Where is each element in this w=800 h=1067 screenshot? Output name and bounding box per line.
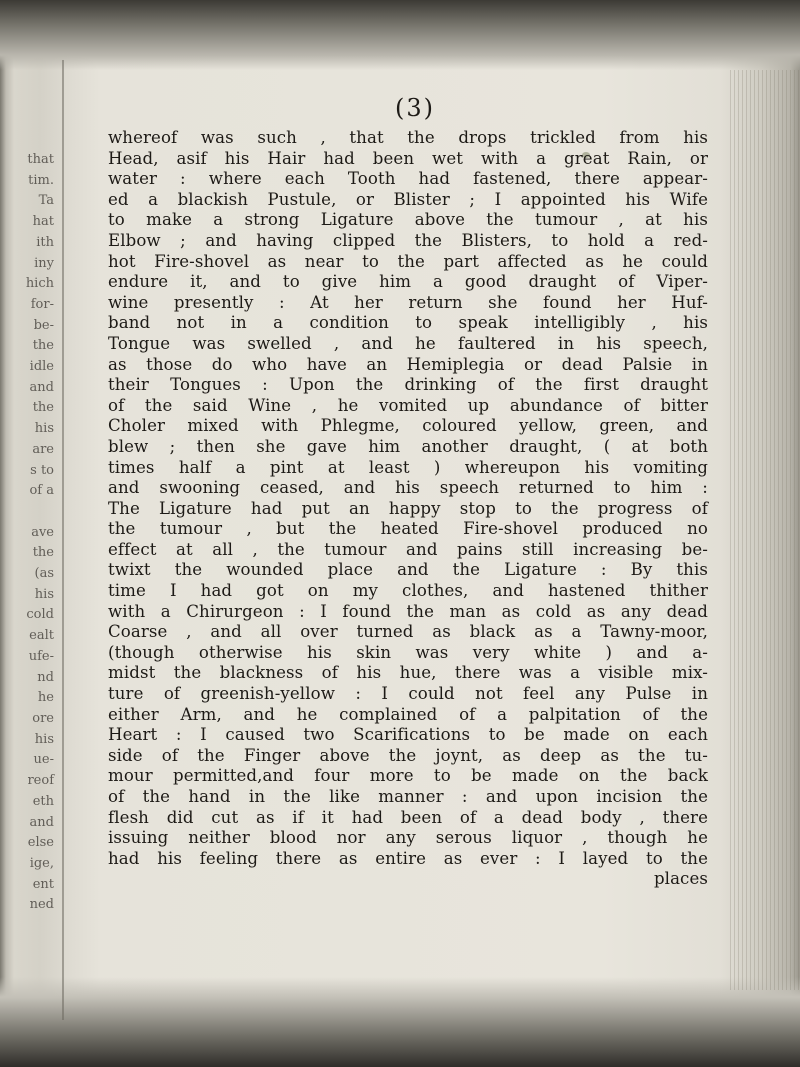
facing-page-fragment: eth xyxy=(32,793,54,809)
text-line: time I had got on my clothes, and hastened thither xyxy=(108,581,708,601)
facing-page-fragment: ealt xyxy=(29,628,54,644)
text-line: water : where each Tooth had fastened, there appear- xyxy=(108,169,708,189)
facing-page-fragment: iny xyxy=(34,255,54,271)
text-line: twixt the wounded place and the Ligature : By this xyxy=(108,560,708,580)
facing-page-fragment: are xyxy=(32,441,54,457)
facing-page-fragment: and xyxy=(29,379,54,395)
facing-page-fragment: the xyxy=(32,338,54,354)
text-line: with a Chirurgeon : I found the man as cold as any dead xyxy=(108,601,708,621)
text-line: Elbow ; and having clipped the Blisters, to hold a red- xyxy=(108,230,708,250)
text-line: times half a pint at least ) whereupon his vomiting xyxy=(108,457,708,477)
facing-page-fragment: he xyxy=(37,690,54,706)
facing-page-fragment: Ta xyxy=(38,193,54,209)
facing-page-fragment: else xyxy=(27,835,54,851)
text-line: The Ligature had put an happy stop to the progress of xyxy=(108,498,708,518)
text-line: had his feeling there as entire as ever : I layed to the xyxy=(108,848,708,868)
facing-page-fragment: cold xyxy=(26,607,54,623)
text-line: places xyxy=(653,869,708,889)
facing-page-fragment: ent xyxy=(32,876,54,892)
text-line: blew ; then she gave him another draught, ( at both xyxy=(108,436,708,456)
text-line: flesh did cut as if it had been of a dead body , there xyxy=(108,807,708,827)
facing-page-fragment xyxy=(0,502,58,523)
binding-gutter xyxy=(62,60,64,1020)
facing-page-fragment: ith xyxy=(36,234,54,250)
text-line: as those do who have an Hemiplegia or dead Palsie in xyxy=(108,354,708,374)
facing-page-fragment: ufe- xyxy=(28,648,54,664)
facing-page-fragment: tim. xyxy=(28,172,54,188)
facing-page-fragment: and xyxy=(29,814,54,830)
text-line: Head, asif his Hair had been wet with a great Rain, or xyxy=(108,148,708,168)
text-line: ed a blackish Pustule, or Blister ; I appointed his Wife xyxy=(108,189,708,209)
text-line: to make a strong Ligature above the tumour , at his xyxy=(108,210,708,230)
text-line: effect at all , the tumour and pains still increasing be- xyxy=(108,539,708,559)
facing-page-fragment: reof xyxy=(27,773,54,789)
facing-page-fragment: hat xyxy=(32,214,54,230)
scan-bottom-shadow xyxy=(0,977,800,1067)
facing-page-fragment: hich xyxy=(25,276,54,292)
page-number: (3) xyxy=(395,94,435,122)
facing-page-fragment: for- xyxy=(30,296,54,312)
page-body-text xyxy=(108,128,708,890)
text-line: midst the blackness of his hue, there was a visible mix- xyxy=(108,663,708,683)
text-line: (though otherwise his skin was very white ) and a- xyxy=(108,642,708,662)
text-line: wine presently : At her return she found her Huf- xyxy=(108,292,708,312)
text-line: issuing neither blood nor any serous liquor , though he xyxy=(108,828,708,848)
facing-page-fragment: ned xyxy=(29,897,54,913)
text-line: the tumour , but the heated Fire-shovel produced no xyxy=(108,519,708,539)
text-line: side of the Finger above the joynt, as deep as the tu- xyxy=(108,745,708,765)
text-line: Coarse , and all over turned as black as a Tawny-moor, xyxy=(108,622,708,642)
text-line: of the said Wine , he vomited up abundance of bitter xyxy=(108,395,708,415)
text-line: their Tongues : Upon the drinking of the first draught xyxy=(108,375,708,395)
text-line: band not in a condition to speak intelligibly , his xyxy=(108,313,708,333)
facing-page-fragment: (as xyxy=(34,566,54,582)
facing-page-fragment: that xyxy=(27,152,54,167)
facing-page-fragment: s to xyxy=(30,462,54,478)
facing-page-fragment: of a xyxy=(29,483,54,499)
facing-page-fragment: ue- xyxy=(33,752,54,768)
facing-page-fragment: ige, xyxy=(29,855,54,871)
page-edges xyxy=(730,70,800,990)
facing-page-fragment: idle xyxy=(29,359,54,375)
text-line: of the hand in the like manner : and upon incision the xyxy=(108,787,708,806)
facing-page-fragment: the xyxy=(32,545,54,561)
facing-page-fragment: his xyxy=(34,586,54,602)
text-line: Choler mixed with Phlegme, coloured yellow, green, and xyxy=(108,416,708,436)
text-line: either Arm, and he complained of a palpitation of the xyxy=(108,704,708,724)
text-line: and swooning ceased, and his speech returned to him : xyxy=(108,478,708,498)
text-line: ture of greenish-yellow : I could not feel any Pulse in xyxy=(108,684,708,704)
text-line: Heart : I caused two Scarifications to be made on each xyxy=(108,725,708,745)
text-line: endure it, and to give him a good draught of Viper- xyxy=(108,272,708,292)
text-line: mour permitted,and four more to be made on the back xyxy=(108,766,708,786)
scan-top-shadow xyxy=(0,0,800,70)
facing-page-fragment: his xyxy=(34,421,54,437)
text-line: Tongue was swelled , and he faultered in his speech, xyxy=(108,333,708,353)
text-line: whereof was such , that the drops trickled from his xyxy=(108,128,708,147)
facing-page-fragment: the xyxy=(32,400,54,416)
facing-page-fragments xyxy=(0,150,58,950)
facing-page-fragment: ore xyxy=(32,710,54,726)
text-line: hot Fire-shovel as near to the part affected as he could xyxy=(108,251,708,271)
facing-page-fragment: nd xyxy=(37,669,54,685)
facing-page-fragment: ave xyxy=(31,524,54,540)
facing-page-fragment: be- xyxy=(33,317,54,333)
facing-page-fragment: his xyxy=(34,731,54,747)
